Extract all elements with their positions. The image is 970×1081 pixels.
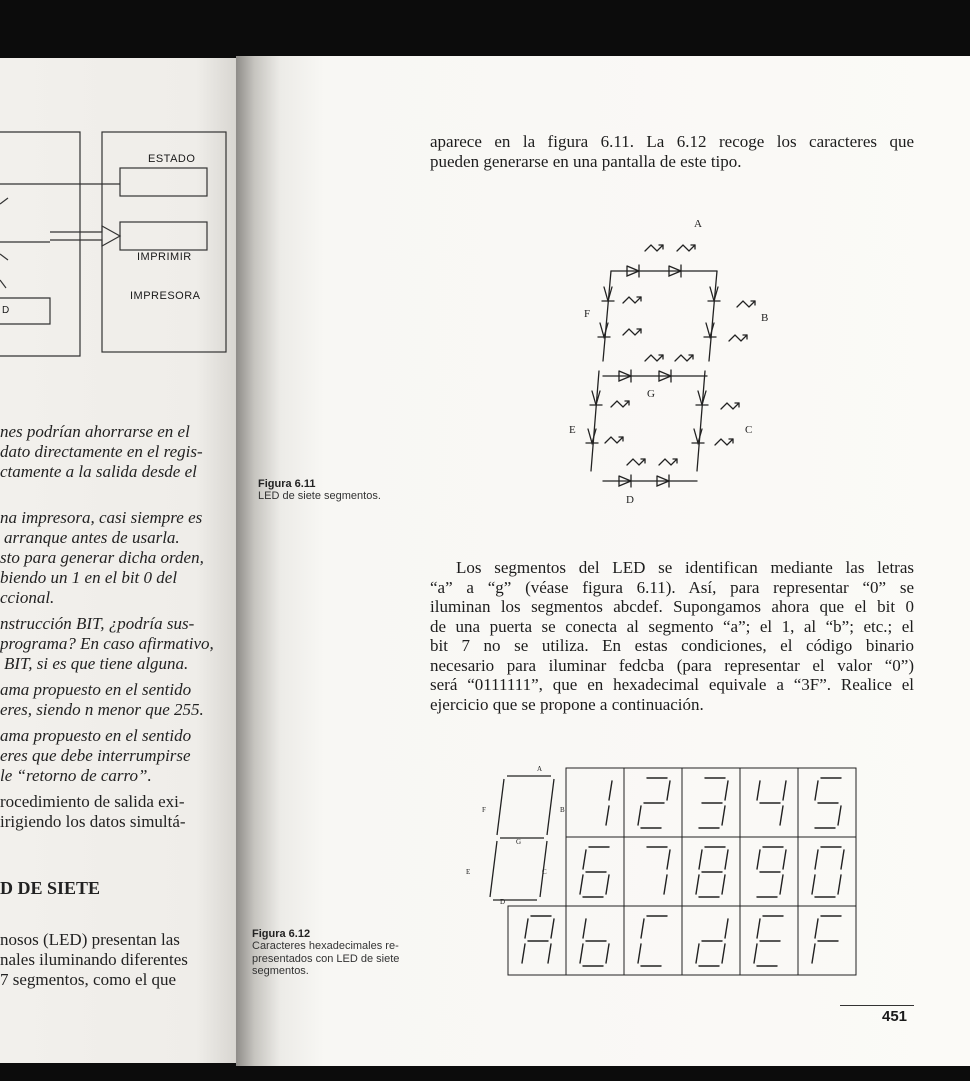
- segment-f: [699, 850, 702, 869]
- segment-c: [780, 806, 783, 825]
- segment-f: [757, 919, 760, 938]
- hex-character-2: [638, 778, 670, 828]
- text-line: na impresora, casi siempre es: [0, 508, 203, 527]
- ref-label-b: B: [560, 806, 565, 814]
- text-line: iluminan los segmentos abcdef. Supongamos ahora que el bit 0: [430, 597, 914, 616]
- segment-e: [812, 944, 815, 963]
- printer-block-diagram: [0, 58, 252, 378]
- intro-paragraph: [430, 132, 914, 171]
- hex-character-3: [699, 778, 728, 828]
- text-line: programa? En caso afirmativo,: [0, 634, 214, 653]
- segment-f: [757, 781, 760, 800]
- ref-label-g: G: [516, 838, 522, 846]
- impresora-label: IMPRESORA: [130, 290, 201, 302]
- segment-f: [757, 850, 760, 869]
- text-line: sto para generar dicha orden,: [0, 548, 204, 567]
- text-line: de una puerta se conecta al segmento “a”; el 1, al “b”; etc.; el: [430, 616, 914, 636]
- hexadecimal-led-characters: [452, 762, 874, 984]
- segment-c: [838, 875, 841, 894]
- segment-f: [525, 919, 528, 938]
- text-line: ccional.: [0, 588, 55, 607]
- text-line: aparece en la figura 6.11. La 6.12 recoge los caracteres que: [430, 132, 914, 151]
- segment-f: [497, 779, 504, 835]
- hex-character-A: [522, 916, 554, 963]
- segment-b: [725, 919, 728, 938]
- text-line: biendo un 1 en el bit 0 del: [0, 568, 178, 587]
- hex-character-0: [812, 847, 844, 897]
- segment-c: [548, 944, 551, 963]
- segment-b: [667, 850, 670, 869]
- hex-character-1: [606, 781, 612, 825]
- segment-label-c: C: [745, 424, 753, 436]
- text-line: nes podrían ahorrarse en el: [0, 422, 190, 441]
- figure-6-12-caption: [252, 928, 412, 978]
- segment-b: [841, 850, 844, 869]
- segment-c: [606, 875, 609, 894]
- segment-c: [780, 875, 783, 894]
- text-line: “a” a “g” (véase figura 6.11). Así, para representar “0” se: [430, 577, 914, 597]
- segment-c: [722, 806, 725, 825]
- page-number-rule: [840, 1005, 914, 1006]
- hex-character-E: [754, 916, 783, 966]
- reference-seven-segment-digit: [490, 776, 554, 900]
- segment-b: [725, 850, 728, 869]
- text-line: ama propuesto en el sentido: [0, 726, 192, 745]
- segment-c: [606, 944, 609, 963]
- segment-label-g: G: [647, 388, 655, 400]
- hex-character-4: [757, 781, 786, 825]
- hex-character-C: [638, 916, 667, 966]
- text-line: nstrucción BIT, ¿podría sus-: [0, 614, 195, 633]
- segment-label-f: F: [584, 308, 591, 320]
- text-line: ejercicio que se propone a continuación.: [430, 694, 704, 714]
- segment-b: [783, 850, 786, 869]
- hex-character-7: [647, 847, 670, 894]
- caption-line: presentados con LED de siete: [252, 952, 400, 965]
- segment-b: [609, 781, 612, 800]
- text-line: nales iluminando diferentes: [0, 950, 188, 969]
- text-line: BIT, si es que tiene alguna.: [4, 654, 189, 673]
- segment-e: [490, 841, 497, 897]
- text-line: eres que debe interrumpirse: [0, 746, 191, 765]
- text-line: dato directamente en el regis-: [0, 442, 203, 461]
- segment-f: [815, 781, 818, 800]
- text-line: arranque antes de usarla.: [4, 528, 180, 547]
- imprimir-label: IMPRIMIR: [137, 251, 192, 263]
- segment-b: [725, 781, 728, 800]
- ref-label-a: A: [537, 765, 543, 773]
- segment-e: [696, 944, 699, 963]
- text-line: 7 segmentos, como el que: [0, 970, 177, 989]
- figure-6-11-caption: [258, 478, 381, 503]
- ref-label-e: E: [466, 868, 471, 876]
- hex-character-F: [812, 916, 841, 963]
- hex-character-6: [580, 847, 609, 897]
- segment-b: [551, 919, 554, 938]
- segment-e: [580, 875, 583, 894]
- caption-line: segmentos.: [252, 965, 309, 977]
- hex-character-d: [696, 919, 728, 966]
- ref-label-d: D: [500, 898, 506, 906]
- ref-label-c: C: [542, 868, 547, 876]
- hex-character-5: [815, 778, 841, 828]
- segment-b: [547, 779, 554, 835]
- led-paragraph: [430, 558, 914, 714]
- segment-c: [722, 875, 725, 894]
- segment-e: [580, 944, 583, 963]
- text-line: Los segmentos del LED se identifican mediante las letras: [456, 558, 914, 577]
- segment-f: [641, 919, 644, 938]
- segment-label-a: A: [694, 218, 702, 230]
- segment-e: [638, 806, 641, 825]
- text-line: pueden generarse en una pantalla de este tipo.: [430, 151, 742, 171]
- seven-segment-led-diagram: [561, 211, 781, 511]
- segment-e: [638, 944, 641, 963]
- segment-c: [838, 806, 841, 825]
- text-line: ama propuesto en el sentido: [0, 680, 192, 699]
- page-number: 451: [882, 1008, 908, 1025]
- segment-e: [696, 875, 699, 894]
- text-line: nosos (LED) presentan las: [0, 930, 180, 949]
- segment-f: [815, 850, 818, 869]
- text-line: irigiendo los datos simultá-: [0, 812, 186, 831]
- segment-e: [812, 875, 815, 894]
- segment-label-d: D: [626, 494, 634, 506]
- text-line: necesario para iluminar fedcba (para representar el valor “0”): [430, 655, 914, 675]
- section-heading: D DE SIETE: [0, 878, 101, 898]
- left-page: [0, 58, 252, 1063]
- figure-label: Figura 6.11: [258, 478, 316, 490]
- hex-character-9: [757, 847, 786, 897]
- ref-label-f: F: [482, 806, 486, 814]
- right-page: [236, 56, 970, 1066]
- hex-character-8: [696, 847, 728, 897]
- segment-f: [583, 850, 586, 869]
- text-line: ctamente a la salida desde el: [0, 462, 197, 481]
- text-line: eres, siendo n menor que 255.: [0, 700, 204, 719]
- figure-caption: LED de siete segmentos.: [258, 490, 381, 502]
- segment-b: [667, 781, 670, 800]
- figure-label: Figura 6.12: [252, 928, 311, 940]
- text-line: será “0111111”, que en hexadecimal equivale a “3F”. Realice el: [430, 675, 914, 694]
- segment-e: [754, 944, 757, 963]
- segment-c: [722, 944, 725, 963]
- text-line: le “retorno de carro”.: [0, 766, 152, 785]
- text-line: rocedimiento de salida exi-: [0, 792, 185, 811]
- segment-b: [783, 781, 786, 800]
- segment-f: [815, 919, 818, 938]
- hex-character-b: [580, 919, 609, 966]
- box-d-label: D: [2, 305, 10, 316]
- segment-e: [522, 944, 525, 963]
- segment-c: [606, 806, 609, 825]
- caption-line: Caracteres hexadecimales re-: [252, 940, 399, 952]
- segment-label-e: E: [569, 424, 576, 436]
- segment-label-b: B: [761, 312, 769, 324]
- segment-f: [583, 919, 586, 938]
- text-line: bit 7 no se utiliza. En estas condiciones, el código binario: [430, 636, 914, 655]
- segment-c: [664, 875, 667, 894]
- estado-label: ESTADO: [148, 153, 196, 165]
